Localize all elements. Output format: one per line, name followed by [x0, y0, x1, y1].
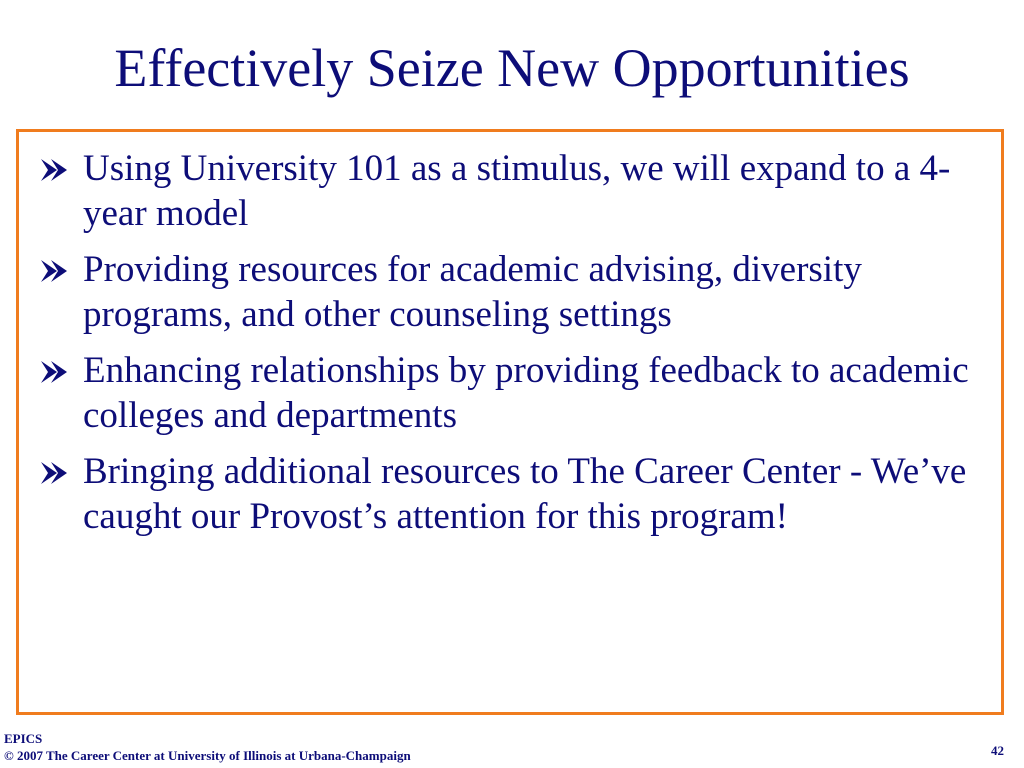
bullet-item: [35, 348, 995, 438]
bullet-text: Enhancing relationships by providing feedback to academic colleges and departments: [83, 350, 969, 436]
footer-epics: EPICS: [4, 731, 43, 746]
content-box: [16, 129, 1004, 715]
footer-copyright: © 2007 The Career Center at University of Illinois at Urbana-Champaign: [4, 748, 411, 763]
arrowhead-bullet-icon: [37, 146, 81, 191]
bullet-text: Bringing additional resources to The Career Center - We’ve caught our Provost’s attention for this program!: [83, 451, 967, 537]
bullet-text: Providing resources for academic advising, diversity programs, and other counseling settings: [83, 249, 862, 335]
page-number: 42: [991, 743, 1004, 758]
arrowhead-bullet-icon: [37, 348, 81, 393]
bullet-item: [35, 449, 995, 539]
footer: [4, 730, 411, 764]
slide-title: Effectively Seize New Opportunities: [114, 38, 910, 98]
bullet-text: Using University 101 as a stimulus, we will expand to a 4-year model: [83, 148, 951, 234]
bullet-item: [35, 146, 995, 236]
bullet-list: [35, 146, 995, 550]
bullet-item: [35, 247, 995, 337]
arrowhead-bullet-icon: [37, 247, 81, 292]
arrowhead-bullet-icon: [37, 449, 81, 494]
